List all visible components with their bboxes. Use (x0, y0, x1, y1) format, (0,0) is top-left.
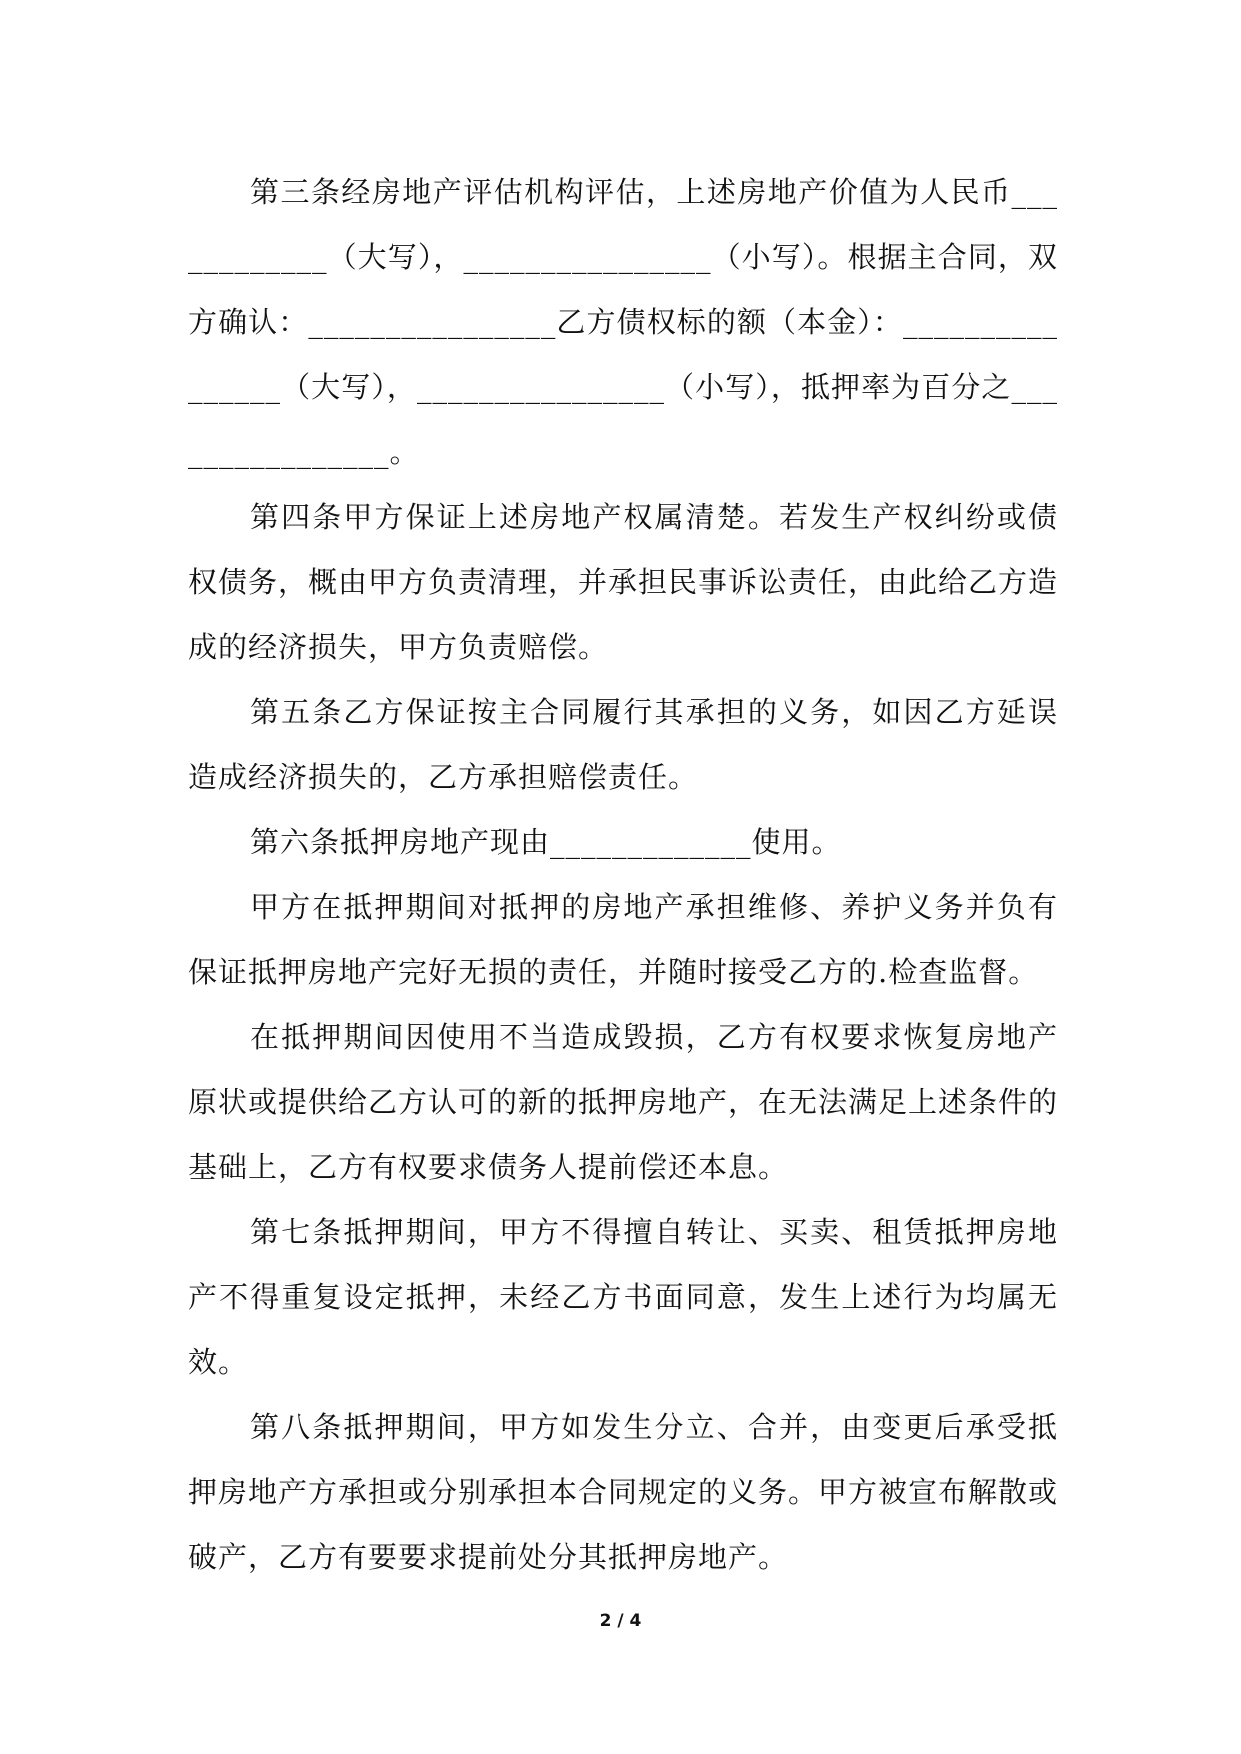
damage-paragraph: 在抵押期间因使用不当造成毁损，乙方有权要求恢复房地产原状或提供给乙方认可的新的抵押房地产，在无法满足上述条件的基础上，乙方有权要求债务人提前偿还本息。 (188, 1020, 1059, 1184)
clause-6-usage-paragraph: 第六条抵押房地产现由_____________使用。 (250, 825, 842, 859)
clause-7-transfer-paragraph: 第七条抵押期间，甲方不得擅自转让、买卖、租赁抵押房地产不得重复设定抵押，未经乙方书面同意，发生上述行为均属无效。 (188, 1215, 1058, 1379)
page-number: 2 / 4 (599, 1611, 642, 1631)
clause-5-obligation-paragraph: 第五条乙方保证按主合同履行其承担的义务，如因乙方延误造成经济损失的，乙方承担赔偿责任。 (188, 695, 1058, 794)
clause-8-merger-paragraph: 第八条抵押期间，甲方如发生分立、合并，由变更后承受抵押房地产方承担或分别承担本合同规定的义务。甲方被宣布解散或破产，乙方有要要求提前处分其抵押房地产。 (188, 1410, 1059, 1574)
clause-4-ownership-paragraph: 第四条甲方保证上述房地产权属清楚。若发生产权纠纷或债权债务，概由甲方负责清理，并承担民事诉讼责任，由此给乙方造成的经济损失，甲方负责赔偿。 (188, 500, 1059, 664)
contract-body (188, 160, 1058, 1590)
clause-3-appraisal-paragraph: 第三条经房地产评估机构评估，上述房地产价值为人民币____________（大写），________________（小写）。根据主合同，双方确认：________________乙方债权标的额（本金）：________________（大写），________________（小写），抵押率为百分之________________。 (188, 175, 1058, 469)
maintenance-paragraph: 甲方在抵押期间对抵押的房地产承担维修、养护义务并负有保证抵押房地产完好无损的责任，并随时接受乙方的.检查监督。 (188, 890, 1058, 989)
